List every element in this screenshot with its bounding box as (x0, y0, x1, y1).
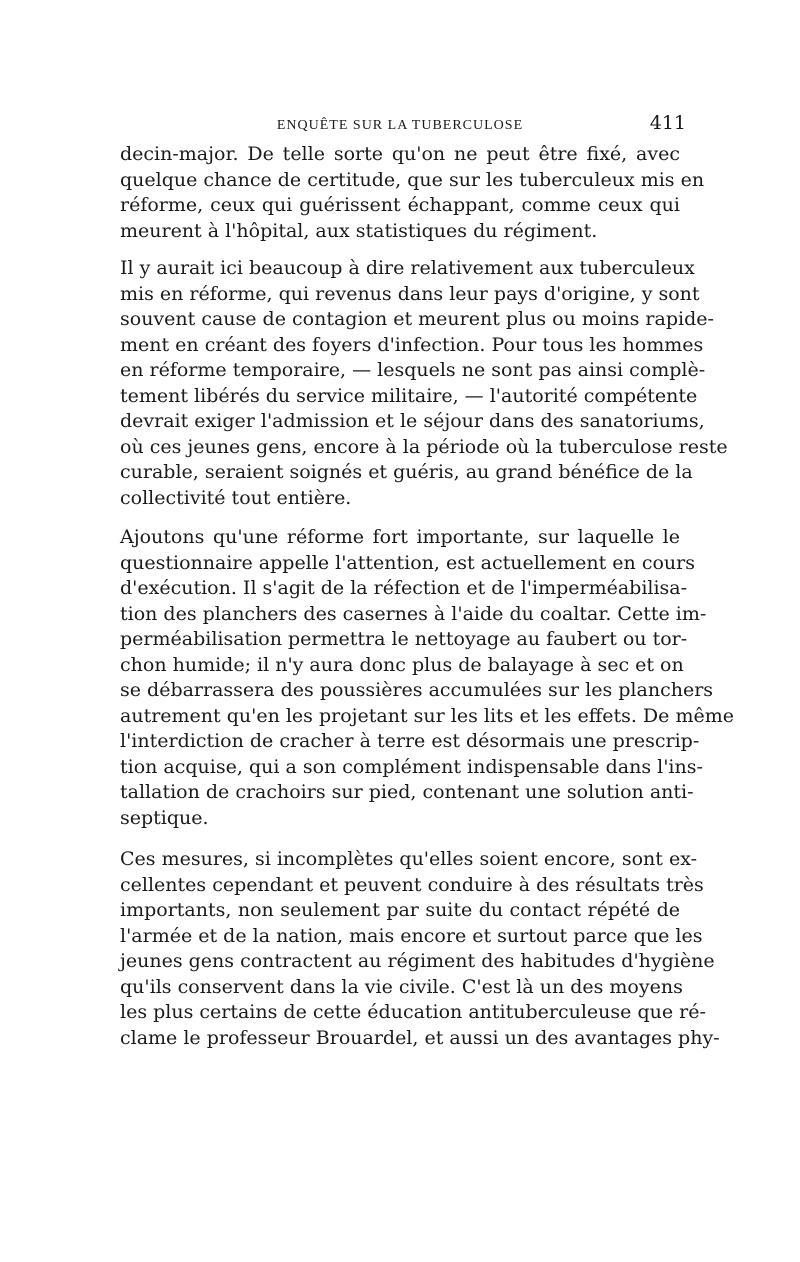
text-line: quelque chance de certitude, que sur les tuberculeux mis en (120, 168, 705, 191)
text-line: devrait exiger l'admission et le séjour dans des sanatoriums, (120, 410, 705, 432)
page-header (120, 112, 686, 142)
text-line: se débarrassera des poussières accumulées sur les planchers (120, 679, 714, 701)
text-line: qu'ils conservent dans la vie civile. C'est là un des moyens (120, 975, 683, 998)
text-line: Ces mesures, si incomplètes qu'elles soient encore, sont ex- (120, 848, 697, 870)
text-line: Ajoutons qu'une réforme fort importante, sur laquelle le (120, 526, 680, 548)
text-line: mis en réforme, qui revenus dans leur pays d'origine, y sont (120, 282, 700, 305)
book-page (120, 112, 734, 1051)
text-line: Il y aurait ici beaucoup à dire relativement aux tuberculeux (120, 257, 695, 279)
text-line: collectivité tout entière. (120, 486, 352, 509)
text-line: ment en créant des foyers d'infection. Pour tous les hommes (120, 333, 704, 356)
text-line: meurent à l'hôpital, aux statistiques du régiment. (120, 219, 598, 242)
paragraph-4 (120, 847, 720, 1051)
text-line: tion acquise, qui a son complément indispensable dans l'ins- (120, 755, 703, 778)
text-line: d'exécution. Il s'agit de la réfection et de l'imperméabilisa- (120, 577, 688, 599)
text-line: les plus certains de cette éducation antituberculeuse que ré- (120, 1001, 706, 1023)
text-line: importants, non seulement par suite du contact répété de (120, 899, 680, 921)
text-line: l'interdiction de cracher à terre est désormais une prescrip- (120, 730, 700, 752)
text-line: où ces jeunes gens, encore à la période où la tuberculose reste (120, 435, 728, 458)
paragraph-3 (120, 525, 734, 831)
text-line: septique. (120, 806, 209, 829)
text-line: en réforme temporaire, — lesquels ne sont pas ainsi complè- (120, 359, 706, 381)
page-number: 411 (649, 112, 686, 134)
text-line: réforme, ceux qui guérissent échappant, comme ceux qui (120, 194, 680, 216)
text-line: autrement qu'en les projetant sur les lits et les effets. De même (120, 704, 734, 727)
text-line: tallation de crachoirs sur pied, contenant une solution anti- (120, 781, 694, 803)
paragraph-1 (120, 142, 705, 244)
text-line: perméabilisation permettra le nettoyage au faubert ou tor- (120, 628, 688, 650)
text-line: souvent cause de contagion et meurent plus ou moins rapide- (120, 308, 714, 330)
text-line: curable, seraient soignés et guéris, au grand bénéfice de la (120, 461, 693, 483)
text-line: l'armée et de la nation, mais encore et surtout parce que les (120, 924, 703, 947)
text-line: cellentes cependant et peuvent conduire à des résultats très (120, 873, 704, 896)
text-line: chon humide; il n'y aura donc plus de balayage à sec et on (120, 653, 684, 676)
text-line: tion des planchers des casernes à l'aide du coaltar. Cette im- (120, 602, 707, 625)
running-head: ENQUÊTE SUR LA TUBERCULOSE (276, 118, 524, 133)
text-line: decin-major. De telle sorte qu'on ne peut être fixé, avec (120, 143, 680, 165)
text-line: jeunes gens contractent au régiment des habitudes d'hygiène (120, 950, 715, 972)
text-line: tement libérés du service militaire, — l'autorité compétente (120, 384, 698, 407)
text-line: questionnaire appelle l'attention, est actuellement en cours (120, 551, 695, 574)
text-line: clame le professeur Brouardel, et aussi un des avantages phy- (120, 1026, 720, 1049)
paragraph-2 (120, 256, 728, 511)
